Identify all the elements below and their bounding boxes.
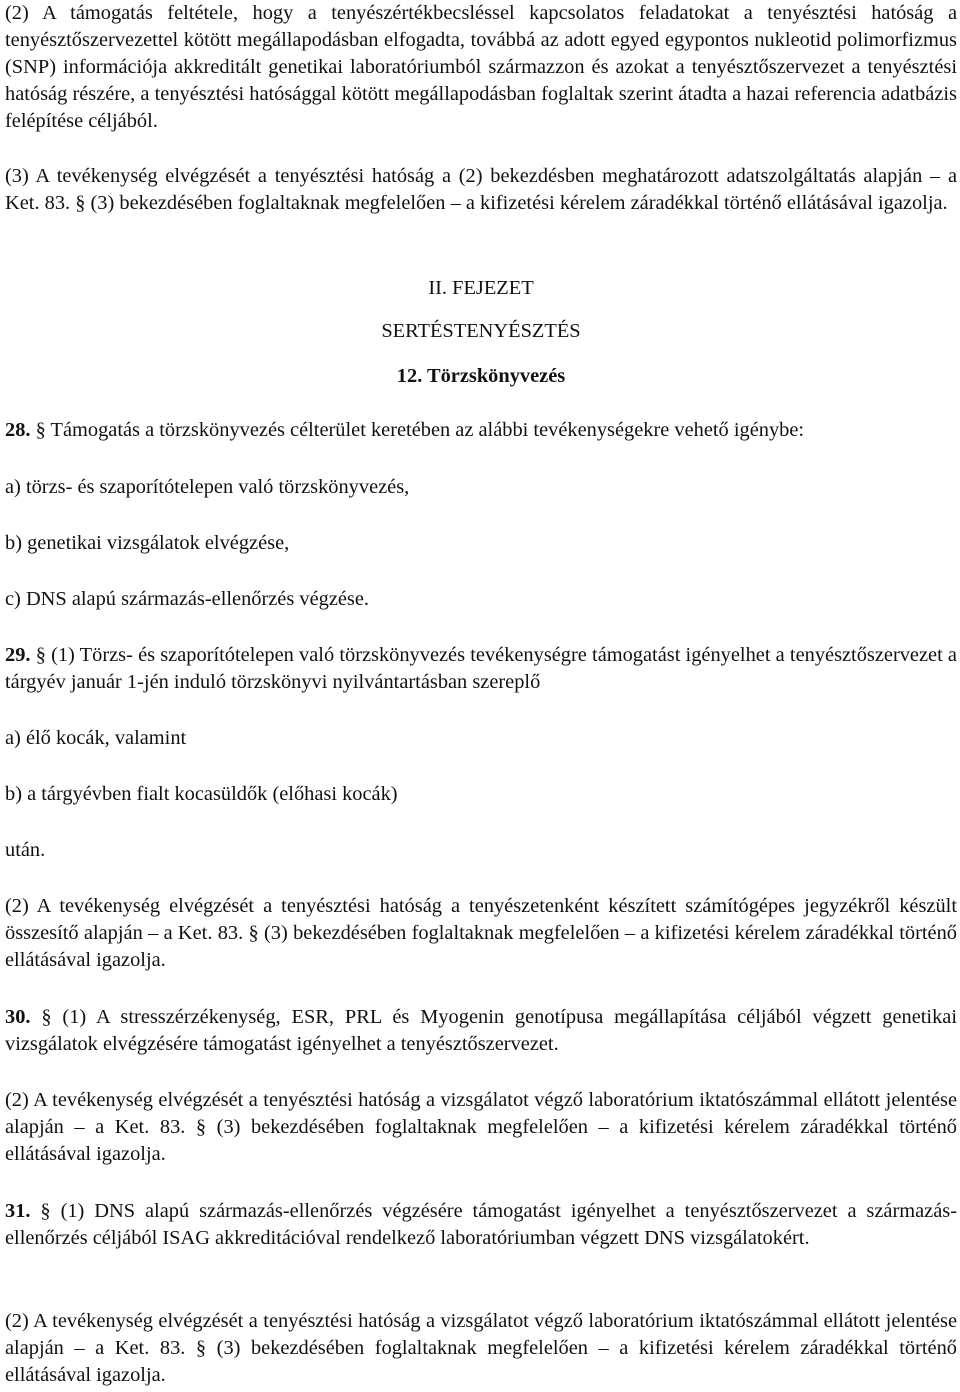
paragraph-29-2: (2) A tevékenység elvégzését a tenyésztési hatóság a tenyészetenként készített számítógépes jegyzékről készült összesítő alapján – a Ket. 83. § (3) bekezdésében foglaltaknak megfelelően – a kifizetési kérelem záradékkal történő ellátásával igazolja.	[5, 895, 957, 971]
section-number-29: 29.	[5, 644, 31, 666]
paragraph-31-2: (2) A tevékenység elvégzését a tenyésztési hatóság a vizsgálatot végző laboratórium iktatószámmal ellátott jelentése alapján – a Ket. 83. § (3) bekezdésében foglaltaknak megfelelően – a kifizetési kérelem záradékkal történő ellátásával igazolja.	[5, 1310, 957, 1386]
paragraph-28	[5, 417, 957, 444]
list-item-29-a: a) élő kocák, valamint	[5, 727, 187, 749]
list-item-28-b: b) genetikai vizsgálatok elvégzése,	[5, 532, 290, 554]
chapter-title: SERTÉSTENYÉSZTÉS	[381, 320, 581, 342]
paragraph-31-text: § (1) DNS alapú származás-ellenőrzés végzésére támogatást igényelhet a tenyésztőszervezet a származás-ellenőrzés céljából ISAG akkreditációval rendelkező laboratóriumban végzett DNS vizsgálatokért.	[5, 1200, 957, 1249]
section-number-31: 31.	[5, 1200, 31, 1222]
section-number-30: 30.	[5, 1006, 31, 1028]
list-item-28-c: c) DNS alapú származás-ellenőrzés végzése.	[5, 588, 370, 610]
section-heading: 12. Törzskönyvezés	[396, 365, 566, 387]
paragraph-27-2: (2) A támogatás feltétele, hogy a tenyészértékbecsléssel kapcsolatos feladatokat a tenyésztési hatóság a tenyésztőszervezettel kötött megállapodásban elfogadta, továbbá az adott egyed egypontos nukleotid polimorfizmus (SNP) információja akkreditált genetikai laboratóriumból származzon és azokat a tenyésztőszervezet a tenyésztési hatóság részére, a tenyésztési hatósággal kötött megállapodásban foglaltak szerint átadta a hazai referencia adatbázis felépítése céljából.	[5, 2, 957, 132]
list-item-28-a: a) törzs- és szaporítótelepen való törzskönyvezés,	[5, 476, 410, 498]
chapter-heading: II. FEJEZET	[428, 277, 534, 299]
list-item-29-b: b) a tárgyévben fialt kocasüldők (előhasi kocák)	[5, 783, 398, 805]
section-number-28: 28.	[5, 419, 31, 441]
paragraph-30-text: § (1) A stresszérzékenység, ESR, PRL és Myogenin genotípusa megállapítása céljából végzett genetikai vizsgálatok elvégzésére támogatást igényelhet a tenyésztőszervezet.	[5, 1006, 957, 1055]
paragraph-30-1	[5, 1004, 957, 1058]
paragraph-29-text: § (1) Törzs- és szaporítótelepen való törzskönyvezés tevékenységre támogatást igényelhet a tenyésztőszervezet a tárgyév január 1-jén induló törzskönyvi nyilvántartásban szereplő	[5, 644, 957, 693]
paragraph-30-2: (2) A tevékenység elvégzését a tenyésztési hatóság a vizsgálatot végző laboratórium iktatószámmal ellátott jelentése alapján – a Ket. 83. § (3) bekezdésében foglaltaknak megfelelően – a kifizetési kérelem záradékkal történő ellátásával igazolja.	[5, 1089, 957, 1165]
paragraph-28-text: § Támogatás a törzskönyvezés célterület keretében az alábbi tevékenységekre vehető igénybe:	[30, 419, 805, 441]
paragraph-29-after: után.	[5, 839, 46, 861]
paragraph-31-1	[5, 1198, 957, 1252]
paragraph-27-3: (3) A tevékenység elvégzését a tenyésztési hatóság a (2) bekezdésben meghatározott adatszolgáltatás alapján – a Ket. 83. § (3) bekezdésében foglaltaknak megfelelően – a kifizetési kérelem záradékkal történő ellátásával igazolja.	[5, 165, 957, 214]
paragraph-29-1	[5, 642, 957, 696]
